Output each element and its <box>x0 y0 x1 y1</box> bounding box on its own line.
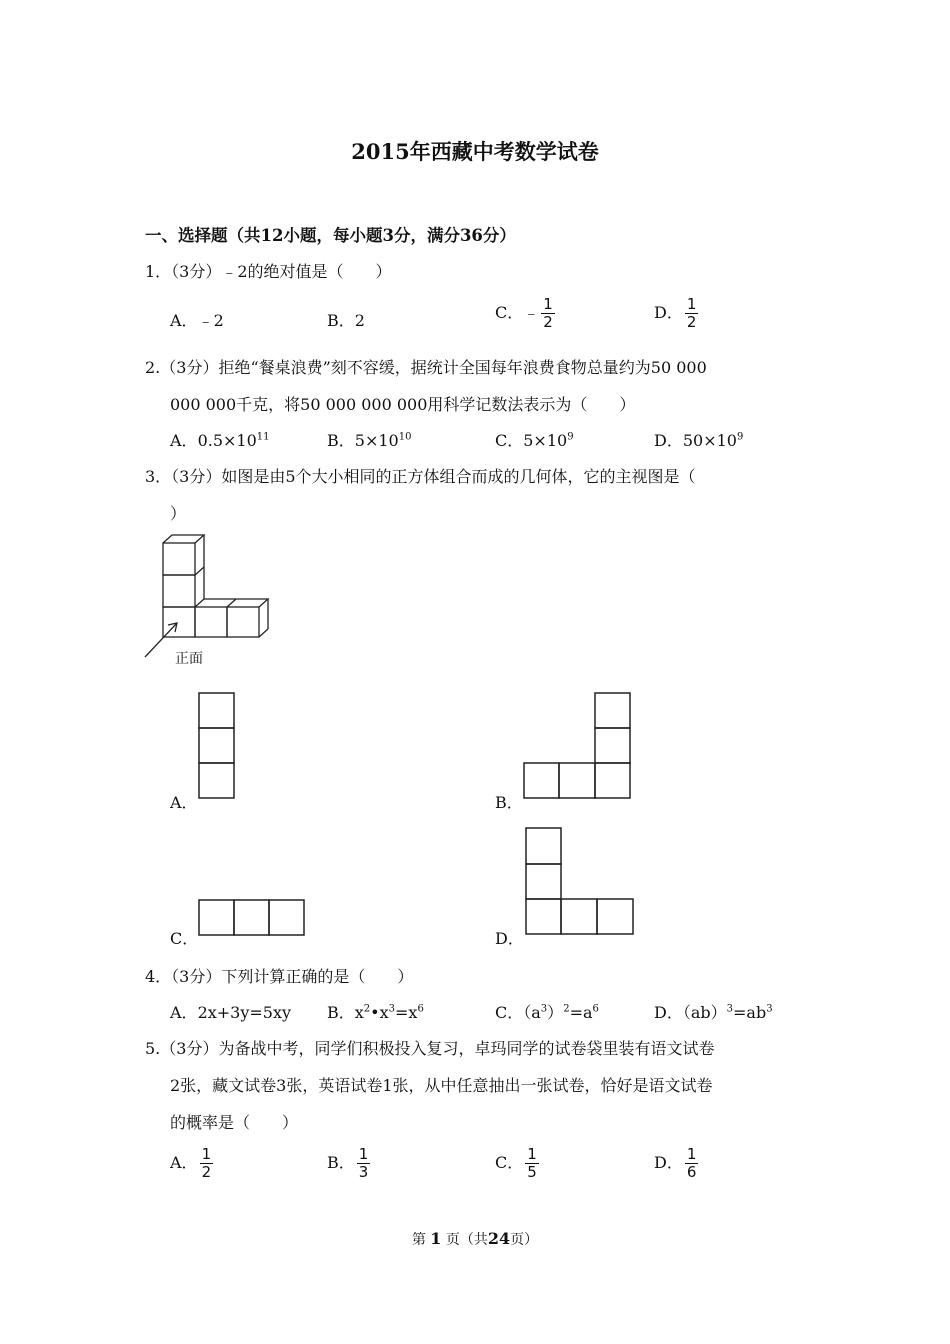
option-text: （ab） <box>682 1003 727 1022</box>
option-text: =a <box>569 1003 593 1022</box>
numerator: 1 <box>686 1145 697 1163</box>
option-label: C． <box>495 303 524 322</box>
front-view-label: 正面 <box>175 651 203 667</box>
denominator: 5 <box>527 1163 537 1181</box>
option-text: •x <box>370 1003 389 1022</box>
exponent: 6 <box>417 1003 424 1015</box>
exponent: 3 <box>766 1003 773 1015</box>
option-label: C． <box>495 431 524 450</box>
option-label: D． <box>654 431 683 450</box>
q3-option-c-figure[interactable] <box>198 899 308 937</box>
q3-option-d-figure[interactable] <box>525 827 637 937</box>
fraction <box>685 297 699 330</box>
fraction <box>541 297 555 330</box>
option-text: ﹣2 <box>197 311 224 330</box>
option-text: =x <box>395 1003 418 1022</box>
option-text: 0.5×10 <box>197 431 257 450</box>
q3-option-d-label[interactable]: D． <box>495 929 524 948</box>
question-1-stem: 1．（3分）﹣2的绝对值是（ ） <box>145 262 392 281</box>
q2-option-d[interactable] <box>654 428 743 451</box>
q5-option-c[interactable] <box>495 1147 539 1180</box>
option-label: A． <box>170 1003 198 1022</box>
exponent: 3 <box>540 1003 548 1015</box>
fraction <box>525 1147 539 1180</box>
exponent: 2 <box>363 1003 371 1015</box>
q3-option-b-label[interactable]: B． <box>495 793 523 812</box>
q4-option-c[interactable] <box>495 1000 599 1023</box>
footer-text: 第 <box>411 1232 426 1248</box>
option-label: D． <box>654 303 683 322</box>
fraction <box>200 1147 214 1180</box>
page-number: 1 <box>430 1229 442 1248</box>
option-label: B． <box>327 1003 355 1022</box>
q1-option-a[interactable] <box>170 308 224 331</box>
q1-option-b[interactable] <box>327 308 365 331</box>
denominator: 6 <box>686 1163 697 1181</box>
question-2-stem-line2: 000 000千克，将50 000 000 000用科学记数法表示为（ ） <box>170 395 636 414</box>
page-footer <box>0 1229 950 1249</box>
q4-option-a[interactable] <box>170 1000 291 1023</box>
q3-option-a-label[interactable]: A． <box>170 793 198 812</box>
section-heading: 一、选择题（共12小题，每小题3分，满分36分） <box>145 226 516 245</box>
question-5-stem-line3: 的概率是（ ） <box>170 1113 299 1132</box>
denominator: 2 <box>686 313 697 331</box>
q5-option-b[interactable] <box>327 1147 370 1180</box>
page-total: 24 <box>487 1229 511 1248</box>
q4-option-d[interactable] <box>654 1000 773 1023</box>
q3-option-b-figure[interactable] <box>523 692 633 800</box>
exponent: 10 <box>398 431 412 443</box>
numerator: 1 <box>527 1145 537 1163</box>
minus-sign: ﹣ <box>523 303 540 322</box>
option-text: 5×10 <box>354 431 399 450</box>
footer-text: 页） <box>510 1232 539 1248</box>
question-4-stem: 4．（3分）下列计算正确的是（ ） <box>145 967 414 986</box>
denominator: 2 <box>201 1163 212 1181</box>
option-label: A． <box>170 1153 198 1172</box>
exponent: 3 <box>388 1003 396 1015</box>
fraction <box>685 1147 699 1180</box>
option-label: D． <box>654 1153 683 1172</box>
option-label: A． <box>170 431 198 450</box>
option-text: 2 <box>354 311 365 330</box>
exponent: 2 <box>563 1003 570 1015</box>
exponent: 9 <box>736 431 744 443</box>
option-label: B． <box>327 311 355 330</box>
question-5-stem-line2: 2张，藏文试卷3张，英语试卷1张，从中任意抽出一张试卷，恰好是语文试卷 <box>170 1076 713 1095</box>
numerator: 1 <box>686 295 697 313</box>
q3-option-a-figure[interactable] <box>198 692 236 800</box>
option-text: x <box>354 1003 364 1022</box>
q2-option-b[interactable] <box>327 428 411 451</box>
q4-option-b[interactable] <box>327 1000 424 1023</box>
denominator: 3 <box>358 1163 369 1181</box>
q3-option-c-label[interactable]: C． <box>170 929 199 948</box>
exponent: 3 <box>726 1003 734 1015</box>
option-label: B． <box>327 431 355 450</box>
numerator: 1 <box>543 295 553 313</box>
question-3-stem-line1: 3．（3分）如图是由5个大小相同的正方体组合而成的几何体，它的主视图是（ <box>145 467 696 486</box>
footer-text: 页（共 <box>445 1232 488 1248</box>
option-text: 2x+3y=5xy <box>197 1003 292 1022</box>
q5-option-d[interactable] <box>654 1147 698 1180</box>
numerator: 1 <box>358 1145 369 1163</box>
option-label: C． <box>495 1153 524 1172</box>
option-label: B． <box>327 1153 355 1172</box>
q2-option-c[interactable] <box>495 428 574 451</box>
numerator: 1 <box>201 1145 212 1163</box>
page-title: 2015年西藏中考数学试卷 <box>351 139 599 164</box>
option-label: A． <box>170 311 198 330</box>
option-label: D． <box>654 1003 683 1022</box>
option-text: =ab <box>733 1003 767 1022</box>
option-label: C． <box>495 1003 524 1022</box>
option-text: （a <box>523 1003 541 1022</box>
q1-option-c[interactable] <box>495 297 555 330</box>
exponent: 9 <box>567 431 574 443</box>
question-2-stem-line1: 2.（3分）拒绝“餐桌浪费”刻不容缓，据统计全国每年浪费食物总量约为50 000 <box>145 358 707 377</box>
cube-solid-figure <box>140 530 280 670</box>
option-text: ） <box>547 1003 564 1022</box>
question-5-stem-line1: 5.（3分）为备战中考，同学们积极投入复习，卓玛同学的试卷袋里装有语文试卷 <box>145 1039 715 1058</box>
question-3-stem-line2: ） <box>170 504 187 523</box>
option-text: 5×10 <box>523 431 568 450</box>
q1-option-d[interactable] <box>654 297 698 330</box>
exponent: 11 <box>256 431 270 443</box>
fraction <box>357 1147 371 1180</box>
exponent: 6 <box>592 1003 599 1015</box>
q5-option-a[interactable] <box>170 1147 213 1180</box>
q2-option-a[interactable] <box>170 428 270 451</box>
option-text: 50×10 <box>682 431 737 450</box>
denominator: 2 <box>543 313 553 331</box>
